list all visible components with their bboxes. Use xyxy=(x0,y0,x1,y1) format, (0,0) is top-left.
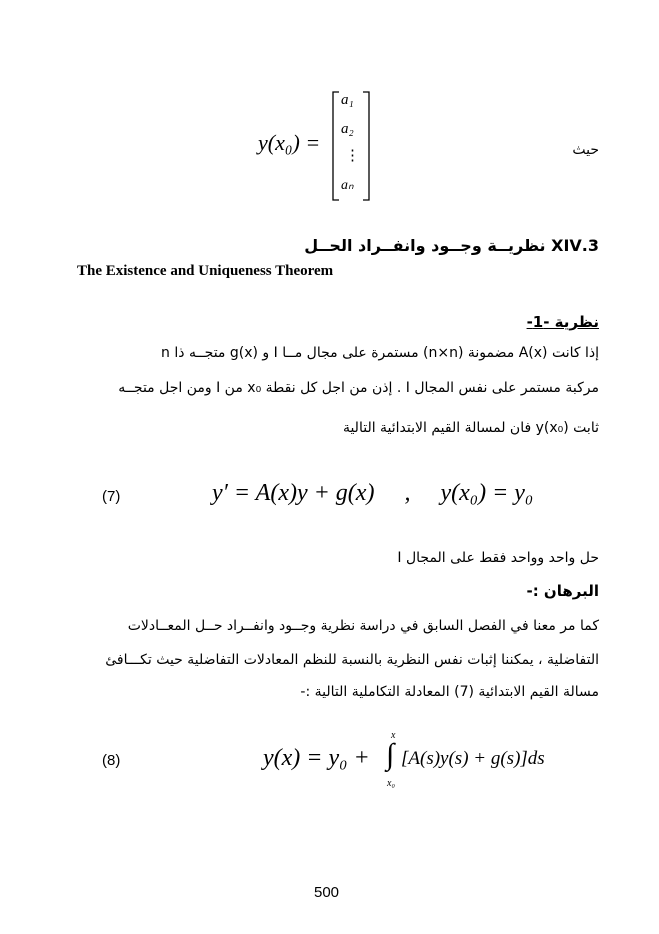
integral-lower-limit: x₀ xyxy=(387,778,395,789)
initial-vector-lhs: y(x₀) = xyxy=(258,130,321,155)
vector-entry-a2: a₂ xyxy=(341,121,354,137)
theorem-line-3: ثابت y(x₀) فان لمسالة القيم الابتدائية التالية xyxy=(342,420,599,436)
theorem-line-2: مركبة مستمر على نفس المجال I . إذن من اجل كل نقطة x₀ من I ومن اجل متجــه xyxy=(118,380,599,396)
proof-line-1: كما مر معنا في الفصل السابق في دراسة نظرية وجــود وانفــراد حــل المعــادلات xyxy=(127,618,599,634)
equation-8-integrand: [A(s)y(s) + g(s)]ds xyxy=(401,748,545,769)
theorem-line-1: إذا كانت A(x) مضمونة (n×n) مستمرة على مجال مــا I و g(x) متجــه ذا n xyxy=(161,345,599,361)
theorem-line-4: حل واحد وواحد فقط على المجال I xyxy=(397,550,599,566)
vector-entry-an: aₙ xyxy=(341,178,354,193)
proof-line-3: مسالة القيم الابتدائية (7) المعادلة التكاملية التالية :- xyxy=(300,684,599,700)
equation-8-lhs: y(x) = y₀ + xyxy=(263,745,370,771)
where-label: حيث xyxy=(572,142,599,158)
equation-8-label: (8) xyxy=(102,752,121,769)
equation-7: y′ = A(x)y + g(x) , y(x₀) = y₀ xyxy=(212,480,534,506)
equation-7-label: (7) xyxy=(102,488,121,505)
section-title-arabic: 3.XIV نظريــة وجــود وانفــراد الحــل xyxy=(304,236,599,255)
column-vector xyxy=(331,90,371,202)
proof-heading: البرهان :- xyxy=(526,582,599,600)
section-title-english: The Existence and Uniqueness Theorem xyxy=(77,263,334,279)
integral-sign: ∫ xyxy=(386,738,395,771)
theorem-heading: نظرية -1- xyxy=(526,313,599,331)
vector-entry-dots: ⋮ xyxy=(345,148,360,164)
integral-upper-limit: x xyxy=(391,730,396,741)
proof-line-2: التفاضلية ، يمكننا إثبات نفس النظرية بالنسبة للنظم المعادلات التفاضلية حيث تكـــافئ xyxy=(105,652,599,668)
vector-entry-a1: a₁ xyxy=(341,92,354,108)
page-number: 500 xyxy=(314,884,340,901)
